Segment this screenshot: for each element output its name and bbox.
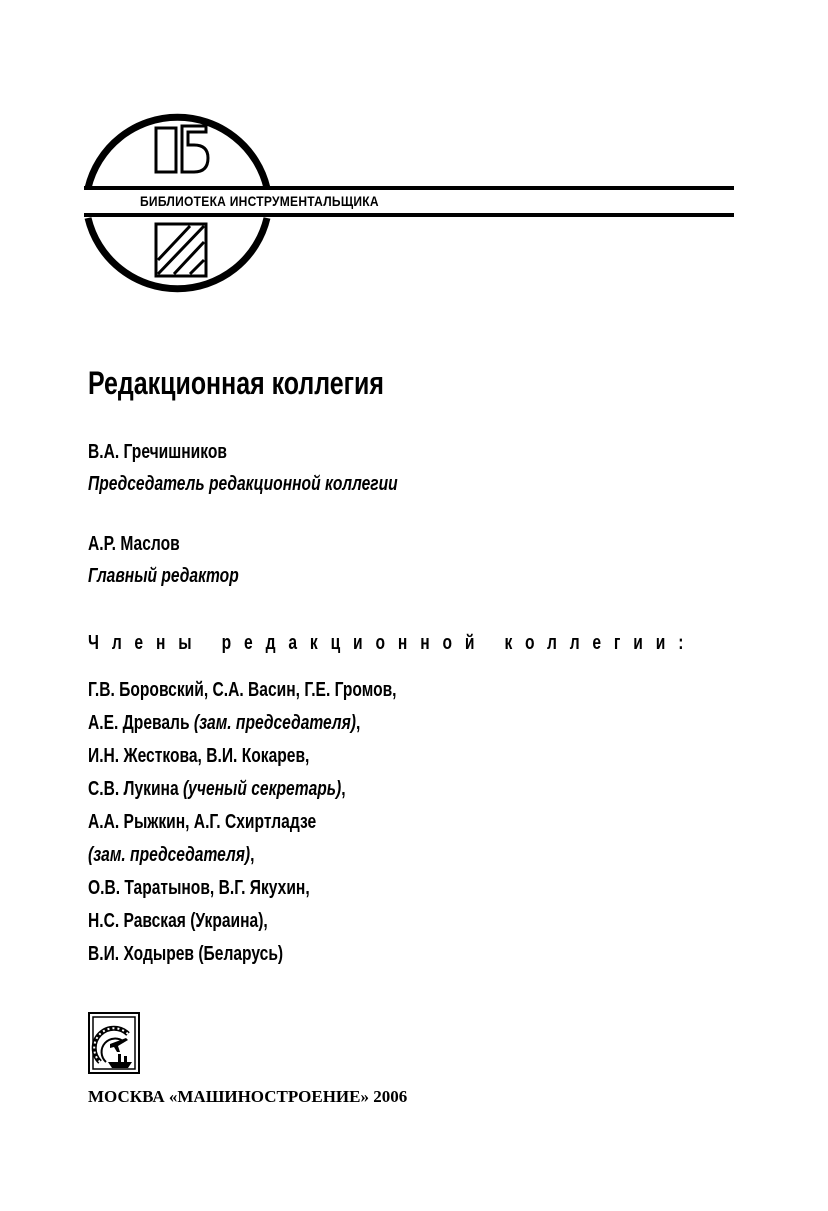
series-name: БИБЛИОТЕКА ИНСТРУМЕНТАЛЬЩИКА [140, 193, 382, 210]
imprint: МОСКВА «МАШИНОСТРОЕНИЕ» 2006 [88, 1087, 408, 1106]
publisher-logo-icon [88, 1012, 140, 1074]
chairman-name: В.А. Гречишников [88, 441, 227, 463]
member-line: О.В. Таратынов, В.Г. Якухин, [88, 877, 310, 899]
member-line: Н.С. Равская (Украина), [88, 910, 268, 932]
member-line: (зам. председателя), [88, 844, 255, 866]
chief-editor-name: А.Р. Маслов [88, 533, 180, 555]
member-line: В.И. Ходырев (Беларусь) [88, 943, 284, 965]
page-title: Редакционная коллегия [88, 365, 384, 401]
chief-editor-role: Главный редактор [88, 565, 239, 587]
member-line: И.Н. Жесткова, В.И. Кокарев, [88, 745, 310, 767]
chairman-role: Председатель редакционной коллегии [88, 473, 398, 495]
members-heading: Члены редакционной коллегии: [88, 632, 697, 654]
member-line: С.В. Лукина (ученый секретарь), [88, 778, 346, 800]
member-line: А.Е. Древаль (зам. председателя), [88, 712, 361, 734]
member-line: А.А. Рыжкин, А.Г. Схиртладзе [88, 811, 317, 833]
member-line: Г.В. Боровский, С.А. Васин, Г.Е. Громов, [88, 679, 397, 701]
